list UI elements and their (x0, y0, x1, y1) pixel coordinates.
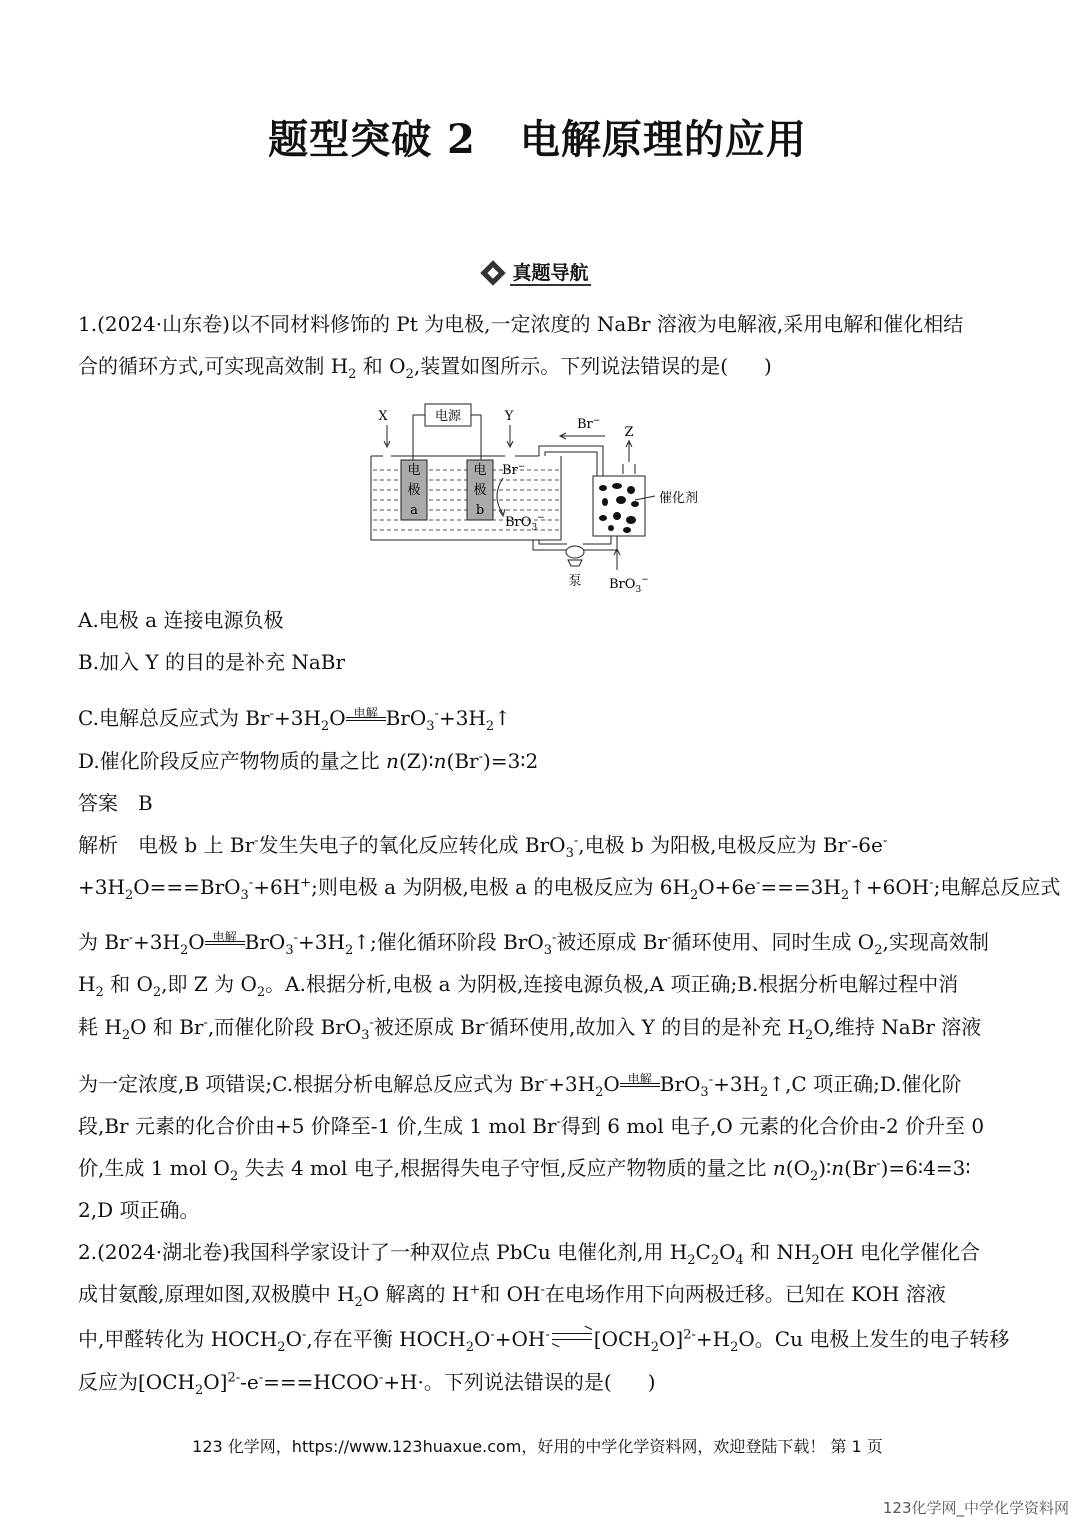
q1-line2: 合的循环方式,可实现高效制 $H_2$ 和 $O_2$,装置如图所示。下列说法错误的是( ) (78, 354, 772, 382)
q1-option-a: A.电极 a 连接电源负极 (78, 608, 284, 632)
q1-line1: 1.(2024·山东卷)以不同材料修饰的 Pt 为电极,一定浓度的 NaBr 溶液为电解液,采用电解和催化相结 (78, 312, 964, 336)
power-label: 电源 (434, 409, 462, 424)
q1-solution-line6: 为一定浓度,B 项错误;C.根据分析电解总反应式为 $Br^-+3H_2O$ 电解 $BrO_3^-+3H_2↑,C$ 项正确;D.催化阶 (78, 1072, 962, 1100)
equilibrium-arrow-icon (550, 1330, 594, 1344)
section-header (0, 258, 1075, 285)
q2-line2: 成甘氨酸,原理如图,双极膜中 $H_2O$ 解离的 H+和 OH-在电场作用下向两极迁移。已知在 KOH 溶液 (78, 1282, 946, 1310)
q1-solution-line9: 2,D 项正确。 (78, 1198, 200, 1222)
q2-line4: 反应为$[OCH_2O]^{2-}-e^-===HCOO^-+H\cdot$。下列说法错误的是( ) (78, 1370, 656, 1398)
diamond-icon (481, 260, 506, 285)
catalyst-label: 催化剂 (659, 491, 699, 506)
q1-solution-line8: 价,生成 1 mol $O_2$ 失去 4 mol 电子,根据得失电子守恒,反应产物物质的量之比 $n(O_2)∶n(Br^-)=6∶4=3∶$ (78, 1156, 971, 1184)
pump-label: 泵 (568, 574, 582, 589)
pump-icon (566, 546, 584, 558)
svg-text:a: a (410, 503, 418, 518)
q1-solution-line5: 耗 $H_2O$ 和 Br-,而催化阶段 BrO$_3$-被还原成 Br-循环使用,故加入 Y 的目的是补充 $H_2O$,维持 NaBr 溶液 (78, 1015, 982, 1043)
q1-solution-line2: $+3H_2O===BrO_3^-+6H^+$;则电极 a 为阴极,电极 a 的电极反应为 $6H_2O+6e^-===3H_2↑+6OH^-$;电解总反应式 (78, 875, 1061, 903)
q1-answer: 答案 B (78, 791, 153, 815)
q1-option-c: C.电解总反应式为 $Br^-+3H_2O$ 电解 $BrO_3^-+3H_2↑$ (78, 706, 511, 734)
section-label: 真题导航 (512, 262, 589, 284)
q1-option-d: D.催化阶段反应产物物质的量之比 n(Z)∶n(Br-)=3∶2 (78, 749, 539, 773)
x-label: X (378, 409, 388, 424)
svg-text:极: 极 (407, 483, 421, 498)
br-arrow-label: Br− (577, 416, 601, 432)
watermark: 123化学网_中学化学资料网 (882, 1499, 1069, 1517)
bro3-label: BrO$_3$− (505, 513, 545, 533)
y-label: Y (504, 409, 514, 424)
q2-line1: 2.(2024·湖北卷)我国科学家设计了一种双位点 PbCu 电催化剂,用 $H_2C_2O_4$ 和 $NH_2OH$ 电化学催化合 (78, 1240, 980, 1268)
svg-text:电: 电 (473, 463, 487, 478)
q1-solution-line3: 为 $Br^-+3H_2O$ 电解 $BrO_3^-+3H_2↑$;催化循环阶段 BrO$_3$-被还原成 Br-循环使用、同时生成 $O_2$,实现高效制 (78, 930, 989, 958)
page-title: 题型突破 2 电解原理的应用 (268, 116, 807, 163)
page-footer: 123 化学网，https://www.123huaxue.com，好用的中学化学资料网，欢迎登陆下载！ 第 1 页 (192, 1437, 883, 1456)
electrolysis-apparatus-diagram (365, 400, 715, 600)
q1-solution-line7: 段,Br 元素的化合价由+5 价降至-1 价,生成 1 mol Br-得到 6 mol 电子,O 元素的化合价由-2 价升至 0 (78, 1114, 985, 1138)
q1-solution-line1: 解析 电极 b 上 Br-发生失电子的氧化反应转化成 BrO$_3$-,电极 b 为阳极,电极反应为 Br--6e- (78, 833, 888, 861)
q1-option-b: B.加入 Y 的目的是补充 NaBr (78, 650, 346, 674)
br-ion-label: Br− (502, 462, 526, 478)
svg-text:b: b (475, 503, 485, 518)
z-label: Z (624, 425, 634, 440)
bro3-bottom-label: BrO$_3$− (609, 575, 649, 595)
svg-text:极: 极 (473, 483, 487, 498)
svg-text:电: 电 (407, 463, 421, 478)
q2-line3: 中,甲醛转化为 $HOCH_2O^-$,存在平衡 $HOCH_2O^-+OH^-$ $[OCH_2O]^{2-}+H_2O$。Cu 电极上发生的电子转移 (78, 1327, 1010, 1355)
q1-solution-line4: $H_2$ 和 $O_2$,即 Z 为 $O_2$。A.根据分析,电极 a 为阴极,连接电源负极,A 项正确;B.根据分析电解过程中消 (78, 972, 959, 1000)
